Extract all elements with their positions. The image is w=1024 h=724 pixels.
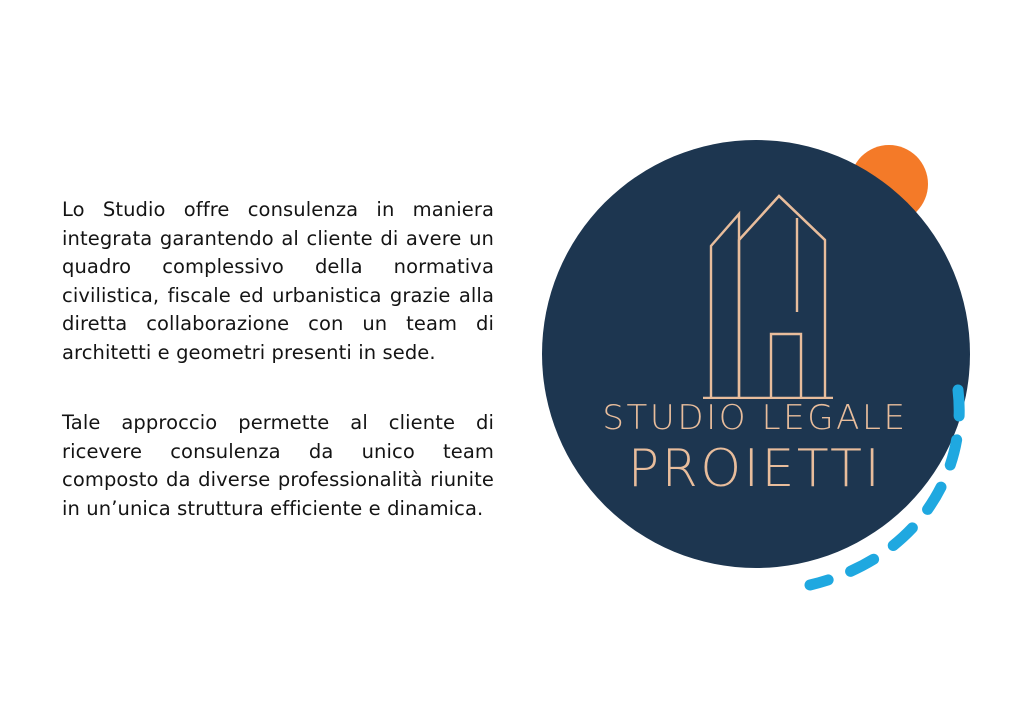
- house-outline-icon: [675, 174, 845, 399]
- paragraph-1: Lo Studio offre consulenza in maniera integrata garantendo al cliente di avere un quadro complessivo della normativa civilistica, fiscale ed urbanistica grazie alla diretta collaborazione con un team di architetti e geometri presenti in sede.: [62, 198, 494, 364]
- body-text-block: [62, 196, 494, 523]
- logo-composition: [520, 118, 990, 618]
- brand-line-1: STUDIO LEGALE: [602, 398, 908, 438]
- brand-line-2: PROIETTI: [627, 439, 883, 499]
- logo-contents: [520, 118, 990, 618]
- paragraph-2: Tale approccio permette al cliente di ricevere consulenza da unico team composto da diverse professionalità riunite in un’unica struttura efficiente e dinamica.: [62, 411, 494, 520]
- brand-wordmark: [520, 398, 990, 498]
